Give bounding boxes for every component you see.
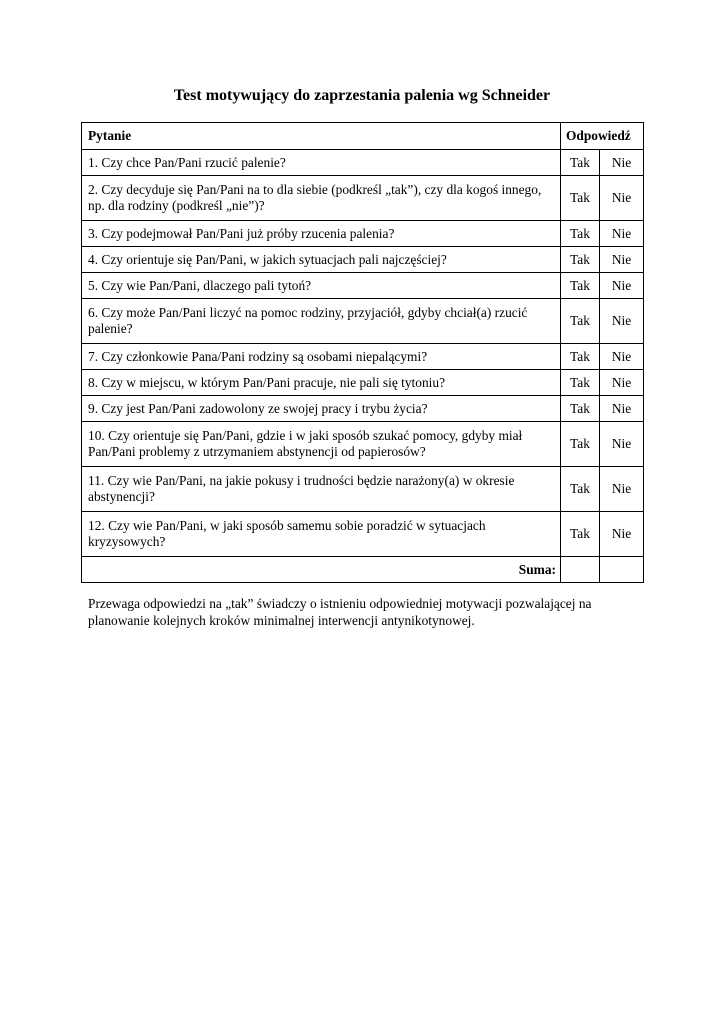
table-row [82, 422, 644, 467]
answer-no-option[interactable]: Nie [600, 150, 644, 176]
sum-row [82, 557, 644, 583]
table-row [82, 176, 644, 221]
answer-no-option[interactable]: Nie [600, 422, 644, 467]
question-column-header: Pytanie [82, 123, 561, 150]
table-row [82, 150, 644, 176]
question-text: 6. Czy może Pan/Pani liczyć na pomoc rodziny, przyjaciół, gdyby chciał(a) rzucić palenie? [82, 299, 561, 344]
table-row [82, 299, 644, 344]
question-text: 10. Czy orientuje się Pan/Pani, gdzie i w jaki sposób szukać pomocy, gdyby miał Pan/Pani problemy z utrzymaniem abstynencji od papierosów? [82, 422, 561, 467]
answer-no-option[interactable]: Nie [600, 176, 644, 221]
answer-yes-option[interactable]: Tak [561, 150, 600, 176]
question-text: 7. Czy członkowie Pana/Pani rodziny są osobami niepalącymi? [82, 344, 561, 370]
answer-no-option[interactable]: Nie [600, 512, 644, 557]
answer-yes-option[interactable]: Tak [561, 344, 600, 370]
answer-yes-option[interactable]: Tak [561, 273, 600, 299]
question-text: 3. Czy podejmował Pan/Pani już próby rzucenia palenia? [82, 221, 561, 247]
table-row [82, 467, 644, 512]
answer-yes-option[interactable]: Tak [561, 467, 600, 512]
sum-no-cell[interactable] [600, 557, 644, 583]
table-header-row [82, 123, 644, 150]
answer-no-option[interactable]: Nie [600, 467, 644, 512]
answer-no-option[interactable]: Nie [600, 396, 644, 422]
table-row [82, 344, 644, 370]
answer-yes-option[interactable]: Tak [561, 422, 600, 467]
table-row [82, 221, 644, 247]
answer-no-option[interactable]: Nie [600, 273, 644, 299]
sum-label: Suma: [82, 557, 561, 583]
question-text: 12. Czy wie Pan/Pani, w jaki sposób samemu sobie poradzić w sytuacjach kryzysowych? [82, 512, 561, 557]
question-text: 5. Czy wie Pan/Pani, dlaczego pali tytoń? [82, 273, 561, 299]
answer-yes-option[interactable]: Tak [561, 370, 600, 396]
answer-yes-option[interactable]: Tak [561, 299, 600, 344]
table-row [82, 396, 644, 422]
table-row [82, 370, 644, 396]
questionnaire-table [81, 122, 644, 583]
question-text: 1. Czy chce Pan/Pani rzucić palenie? [82, 150, 561, 176]
question-text: 2. Czy decyduje się Pan/Pani na to dla siebie (podkreśl „tak”), czy dla kogoś innego, np. dla rodziny (podkreśl „nie”)? [82, 176, 561, 221]
sum-yes-cell[interactable] [561, 557, 600, 583]
question-text: 8. Czy w miejscu, w którym Pan/Pani pracuje, nie pali się tytoniu? [82, 370, 561, 396]
interpretation-note: Przewaga odpowiedzi na „tak” świadczy o istnieniu odpowiedniej motywacji pozwalającej na planowanie kolejnych kroków minimalnej interwencji antynikotynowej. [88, 596, 592, 628]
answer-no-option[interactable]: Nie [600, 370, 644, 396]
answer-yes-option[interactable]: Tak [561, 396, 600, 422]
answer-no-option[interactable]: Nie [600, 247, 644, 273]
table-row [82, 512, 644, 557]
question-text: 4. Czy orientuje się Pan/Pani, w jakich sytuacjach pali najczęściej? [82, 247, 561, 273]
table-row [82, 273, 644, 299]
answer-column-header: Odpowiedź [561, 123, 644, 150]
page-title: Test motywujący do zaprzestania palenia wg Schneider [173, 87, 551, 104]
answer-no-option[interactable]: Nie [600, 221, 644, 247]
answer-no-option[interactable]: Nie [600, 299, 644, 344]
question-text: 11. Czy wie Pan/Pani, na jakie pokusy i trudności będzie narażony(a) w okresie abstynencji? [82, 467, 561, 512]
answer-no-option[interactable]: Nie [600, 344, 644, 370]
answer-yes-option[interactable]: Tak [561, 247, 600, 273]
answer-yes-option[interactable]: Tak [561, 221, 600, 247]
question-text: 9. Czy jest Pan/Pani zadowolony ze swojej pracy i trybu życia? [82, 396, 561, 422]
answer-yes-option[interactable]: Tak [561, 176, 600, 221]
answer-yes-option[interactable]: Tak [561, 512, 600, 557]
table-row [82, 247, 644, 273]
